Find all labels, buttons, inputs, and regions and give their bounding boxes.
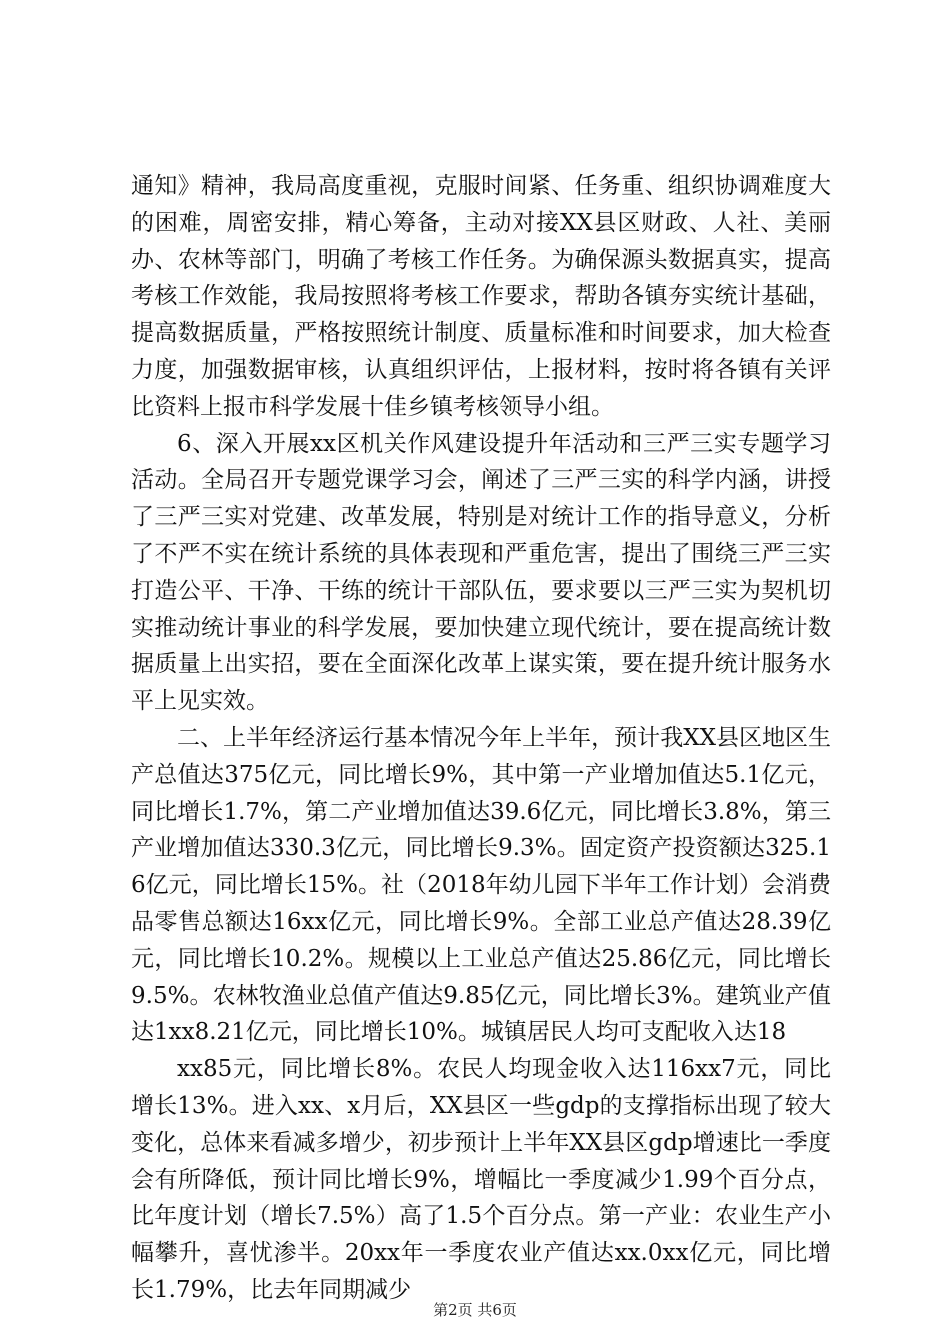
- paragraph-3: 二、上半年经济运行基本情况今年上半年，预计我XX县区地区生产总值达375亿元，同比增长9%，其中第一产业增加值达5.1亿元，同比增长1.7%，第二产业增加值达39.6亿元，同比增长3.8%，第三产业增加值达330.3亿元，同比增长9.3%。固定资产投资额达325.16亿元，同比增长15%。社（2018年幼儿园下半年工作计划）会消费品零售总额达16xx亿元，同比增长9%。全部工业总产值达28.39亿元，同比增长10.2%。规模以上工业总产值达25.86亿元，同比增长9.5%。农林牧渔业总值产值达9.85亿元，同比增长3%。建筑业产值达1xx8.21亿元，同比增长10%。城镇居民人均可支配收入达18: [131, 724, 831, 1046]
- paragraph-2: 6、深入开展xx区机关作风建设提升年活动和三严三实专题学习活动。全局召开专题党课学习会，阐述了三严三实的科学内涵，讲授了三严三实对党建、改革发展，特别是对统计工作的指导意义，分析了不严不实在统计系统的具体表现和严重危害，提出了围绕三严三实打造公平、干净、干练的统计干部队伍，要求要以三严三实为契机切实推动统计事业的科学发展，要加快建立现代统计，要在提高统计数据质量上出实招，要在全面深化改革上谋实策，要在提升统计服务水平上见实效。: [131, 430, 831, 715]
- page-number: 第2页 共6页: [433, 1301, 517, 1319]
- document-body: [131, 168, 831, 1309]
- page-footer: [0, 1300, 950, 1320]
- paragraph-1: 通知》精神，我局高度重视，克服时间紧、任务重、组织协调难度大的困难，周密安排，精心筹备，主动对接XX县区财政、人社、美丽办、农林等部门，明确了考核工作任务。为确保源头数据真实，提高考核工作效能，我局按照将考核工作要求，帮助各镇夯实统计基础，提高数据质量，严格按照统计制度、质量标准和时间要求，加大检查力度，加强数据审核，认真组织评估，上报材料，按时将各镇有关评比资料上报市科学发展十佳乡镇考核领导小组。: [131, 173, 831, 420]
- paragraph-4: xx85元，同比增长8%。农民人均现金收入达116xx7元，同比增长13%。进入xx、x月后，XX县区一些gdp的支撑指标出现了较大变化，总体来看减多增少，初步预计上半年XX县区gdp增速比一季度会有所降低，预计同比增长9%，增幅比一季度减少1.99个百分点，比年度计划（增长7.5%）高了1.5个百分点。第一产业：农业生产小幅攀升，喜忧渗半。20xx年一季度农业产值达xx.0xx亿元，同比增长1.79%，比去年同期减少: [131, 1056, 831, 1303]
